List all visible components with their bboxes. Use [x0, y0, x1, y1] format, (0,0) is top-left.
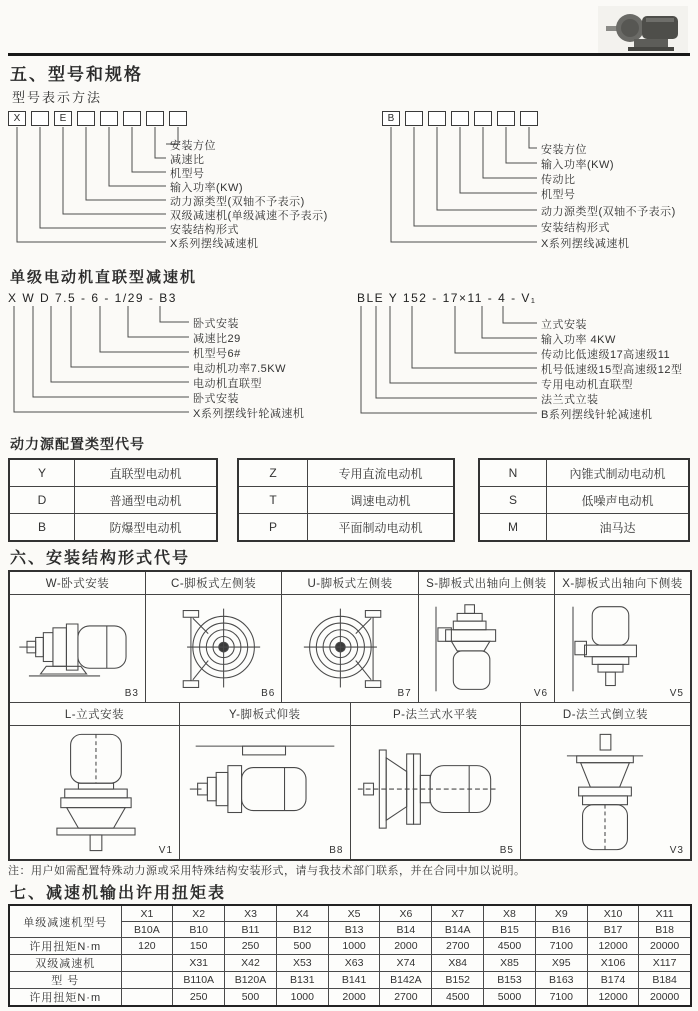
mount-cell	[520, 726, 690, 860]
mount-b6-drawing	[148, 599, 280, 699]
code-box	[451, 111, 469, 126]
torque-cell: 500	[276, 938, 328, 955]
mount-code: B3	[124, 688, 139, 699]
torque-cell: 7100	[535, 989, 587, 1007]
mount-code: V6	[533, 688, 549, 699]
torque-cell: 1000	[276, 989, 328, 1007]
table-row	[9, 989, 691, 1007]
torque-cell: 250	[225, 938, 277, 955]
mount-header: L-立式安装	[9, 703, 180, 726]
mount-code: B7	[397, 688, 412, 699]
code-box: B	[382, 111, 400, 126]
mount-cell	[555, 595, 691, 703]
mount-header: C-脚板式左侧装	[145, 571, 281, 595]
code-cell: Y	[9, 459, 75, 487]
torque-cell: 2000	[328, 989, 380, 1007]
desc-cell: 专用直流电动机	[308, 459, 455, 487]
desc-cell: 油马达	[547, 514, 690, 542]
xwd-example-code: X W D 7.5 - 6 - 1/29 - B3	[8, 291, 177, 305]
code-box: E	[54, 111, 72, 126]
code-cell: M	[479, 514, 547, 542]
code-cell: P	[238, 514, 308, 542]
torque-cell: X85	[484, 955, 536, 972]
code-cell: D	[9, 487, 75, 514]
mount-b8-drawing	[182, 728, 348, 856]
special-config-note: 注：用户如需配置特殊动力源或采用特殊结构安装形式，请与我技术部门联系，并在合同中加以说明。	[8, 865, 526, 877]
torque-cell: 7100	[535, 938, 587, 955]
power-source-title: 动力源配置类型代号	[10, 436, 145, 452]
x-diagram-label: X系列摆线减速机	[170, 238, 259, 250]
code-box: X	[8, 111, 26, 126]
table-row	[9, 487, 217, 514]
torque-cell	[121, 955, 173, 972]
table-row	[238, 514, 454, 542]
table-row	[9, 514, 217, 542]
desc-cell: 调速电动机	[308, 487, 455, 514]
code-box	[520, 111, 538, 126]
mount-code: B6	[261, 688, 276, 699]
torque-cell: B141	[328, 972, 380, 989]
table-row	[238, 459, 454, 487]
torque-cell: X9	[535, 905, 587, 922]
code-box	[169, 111, 187, 126]
b-diagram-label: X系列摆线减速机	[541, 238, 630, 250]
ble-label: 立式安装	[541, 319, 587, 331]
mount-b7-drawing	[284, 599, 416, 699]
table-row	[9, 955, 691, 972]
code-box	[77, 111, 95, 126]
torque-cell: B131	[276, 972, 328, 989]
mount-cell	[9, 595, 145, 703]
code-box	[474, 111, 492, 126]
torque-cell: X4	[276, 905, 328, 922]
ble-label: 法兰式立装	[541, 394, 599, 406]
section5-subtitle: 型号表示方法	[12, 90, 103, 105]
desc-cell: 內锥式制动电动机	[547, 459, 690, 487]
mount-b5-drawing	[352, 728, 518, 856]
torque-cell: B142A	[380, 972, 432, 989]
b-series-code-boxes	[382, 111, 538, 126]
torque-cell: X8	[484, 905, 536, 922]
torque-cell: B14	[380, 922, 432, 938]
table-row	[9, 459, 217, 487]
torque-cell: X10	[587, 905, 639, 922]
table-row	[479, 459, 689, 487]
x-diagram-label: 安装方位	[170, 140, 216, 152]
torque-cell: X63	[328, 955, 380, 972]
mount-header: Y-脚板式仰装	[180, 703, 350, 726]
torque-table	[8, 904, 692, 1007]
torque-cell: 20000	[639, 938, 691, 955]
torque-cell: X117	[639, 955, 691, 972]
mount-header: D-法兰式倒立装	[520, 703, 690, 726]
x-diagram-label: 双级减速机(单级减速不予表示)	[170, 210, 328, 222]
torque-cell: X84	[432, 955, 484, 972]
code-cell: N	[479, 459, 547, 487]
desc-cell: 平面制动电动机	[308, 514, 455, 542]
power-source-table-3	[478, 458, 690, 542]
torque-cell: X42	[225, 955, 277, 972]
torque-cell: X1	[121, 905, 173, 922]
torque-cell: 12000	[587, 938, 639, 955]
torque-cell: 150	[173, 938, 225, 955]
torque-cell: X11	[639, 905, 691, 922]
code-cell: S	[479, 487, 547, 514]
xwd-label: 卧式安装	[193, 318, 239, 330]
torque-cell: B15	[484, 922, 536, 938]
xwd-label: 卧式安装	[193, 393, 239, 405]
torque-cell: B17	[587, 922, 639, 938]
desc-cell: 直联型电动机	[75, 459, 218, 487]
torque-cell: X31	[173, 955, 225, 972]
torque-cell: B14A	[432, 922, 484, 938]
table-row	[9, 938, 691, 955]
ble-label: 专用电动机直联型	[541, 379, 633, 391]
mount-v3-drawing	[522, 728, 688, 856]
table-row	[238, 487, 454, 514]
ble-example-code: BLE Y 152 - 17×11 - 4 - V₁	[357, 291, 537, 305]
mount-header: X-脚板式出轴向下侧装	[555, 571, 691, 595]
code-box	[123, 111, 141, 126]
mount-code: V1	[158, 844, 174, 856]
b-diagram-label: 输入功率(KW)	[541, 159, 615, 171]
x-diagram-label: 动力源类型(双轴不予表示)	[170, 196, 305, 208]
mount-code: V5	[669, 688, 684, 699]
b-diagram-label: 动力源类型(双轴不予表示)	[541, 206, 676, 218]
top-rule-divider	[8, 53, 690, 56]
torque-cell: 4500	[432, 989, 484, 1007]
torque-cell: B11	[225, 922, 277, 938]
b-diagram-label: 机型号	[541, 189, 576, 201]
x-series-code-boxes	[8, 111, 187, 126]
mount-code: V3	[669, 844, 684, 856]
x-diagram-label: 输入功率(KW)	[170, 182, 244, 194]
torque-row-label: 许用扭矩N·m	[9, 938, 121, 955]
code-box	[428, 111, 446, 126]
torque-cell: B153	[484, 972, 536, 989]
mount-cell	[180, 726, 350, 860]
table-row	[479, 487, 689, 514]
torque-cell: B10	[173, 922, 225, 938]
torque-cell: 5000	[484, 989, 536, 1007]
desc-cell: 防爆型电动机	[75, 514, 218, 542]
mount-cell	[9, 726, 180, 860]
torque-cell: B174	[587, 972, 639, 989]
torque-cell: 1000	[328, 938, 380, 955]
x-diagram-label: 机型号	[170, 168, 205, 180]
xwd-label: 电动机直联型	[193, 378, 262, 390]
torque-row-label: 单级减速机型号	[9, 905, 121, 938]
torque-cell: X5	[328, 905, 380, 922]
mount-header: S-脚板式出轴向上侧装	[418, 571, 554, 595]
mount-code: B8	[329, 844, 344, 856]
table-row	[9, 726, 691, 860]
torque-cell: B184	[639, 972, 691, 989]
mount-header: P-法兰式水平装	[350, 703, 520, 726]
torque-cell: X7	[432, 905, 484, 922]
code-cell: T	[238, 487, 308, 514]
torque-cell: B110A	[173, 972, 225, 989]
torque-cell: B13	[328, 922, 380, 938]
ble-label: 机号低速级15型高速级12型	[541, 364, 683, 376]
mount-cell	[145, 595, 281, 703]
ble-label: 传动比低速级17高速级11	[541, 349, 671, 361]
mount-cell	[282, 595, 418, 703]
torque-cell: 4500	[484, 938, 536, 955]
torque-cell: B18	[639, 922, 691, 938]
mount-v1-drawing	[12, 728, 178, 856]
torque-cell: X6	[380, 905, 432, 922]
b-diagram-label: 安装结构形式	[541, 222, 610, 234]
torque-cell: B163	[535, 972, 587, 989]
torque-cell: 12000	[587, 989, 639, 1007]
torque-cell: 120	[121, 938, 173, 955]
power-source-table-1	[8, 458, 218, 542]
torque-cell: X2	[173, 905, 225, 922]
x-diagram-label: 安装结构形式	[170, 224, 239, 236]
torque-row-label: 型 号	[9, 972, 121, 989]
torque-cell: 2000	[380, 938, 432, 955]
section5-title: 五、型号和规格	[10, 65, 143, 84]
ble-label: 输入功率 4KW	[541, 334, 616, 346]
code-box	[146, 111, 164, 126]
xwd-label: X系列摆线针轮减速机	[193, 408, 305, 420]
torque-cell: B16	[535, 922, 587, 938]
torque-cell: 2700	[380, 989, 432, 1007]
mounting-table	[8, 570, 692, 861]
table-row	[9, 595, 691, 703]
torque-cell: 250	[173, 989, 225, 1007]
code-cell: B	[9, 514, 75, 542]
code-box	[497, 111, 515, 126]
table-row	[9, 571, 691, 595]
table-row	[479, 514, 689, 542]
reducer-photo	[598, 6, 688, 54]
torque-row-label: 许用扭矩N·m	[9, 989, 121, 1007]
b-diagram-label: 传动比	[541, 174, 576, 186]
torque-cell	[121, 989, 173, 1007]
section7-title: 七、减速机输出许用扭矩表	[10, 885, 227, 902]
power-source-table-2	[237, 458, 455, 542]
mount-code: B5	[499, 844, 514, 856]
xwd-label: 机型号6#	[193, 348, 241, 360]
mount-b3-drawing	[11, 599, 143, 699]
torque-cell: B120A	[225, 972, 277, 989]
code-box	[405, 111, 423, 126]
b-diagram-label: 安装方位	[541, 144, 587, 156]
torque-cell: X106	[587, 955, 639, 972]
code-box	[100, 111, 118, 126]
torque-cell: 500	[225, 989, 277, 1007]
table-row	[9, 905, 691, 922]
mount-v5-drawing	[557, 599, 689, 699]
torque-cell: B12	[276, 922, 328, 938]
code-cell: Z	[238, 459, 308, 487]
torque-cell: B152	[432, 972, 484, 989]
torque-cell: B10A	[121, 922, 173, 938]
ble-label: B系列摆线针轮减速机	[541, 409, 653, 421]
mount-cell	[418, 595, 554, 703]
x-diagram-label: 减速比	[170, 154, 205, 166]
torque-cell: X95	[535, 955, 587, 972]
mount-header: U-脚板式左侧装	[282, 571, 418, 595]
desc-cell: 低噪声电动机	[547, 487, 690, 514]
xwd-label: 电动机功率7.5KW	[193, 363, 287, 375]
xwd-label: 减速比29	[193, 333, 241, 345]
code-box	[31, 111, 49, 126]
mount-cell	[350, 726, 520, 860]
torque-cell	[121, 972, 173, 989]
torque-cell: 20000	[639, 989, 691, 1007]
mount-header: W-卧式安装	[9, 571, 145, 595]
torque-cell: X74	[380, 955, 432, 972]
section6-title: 六、安装结构形式代号	[10, 550, 191, 567]
torque-cell: 2700	[432, 938, 484, 955]
desc-cell: 普通型电动机	[75, 487, 218, 514]
mount-v6-drawing	[420, 599, 552, 699]
torque-cell: X3	[225, 905, 277, 922]
torque-row-label: 双级减速机	[9, 955, 121, 972]
torque-cell: X53	[276, 955, 328, 972]
single-stage-title: 单级电动机直联型减速机	[10, 269, 198, 286]
table-row	[9, 972, 691, 989]
table-row	[9, 703, 691, 726]
